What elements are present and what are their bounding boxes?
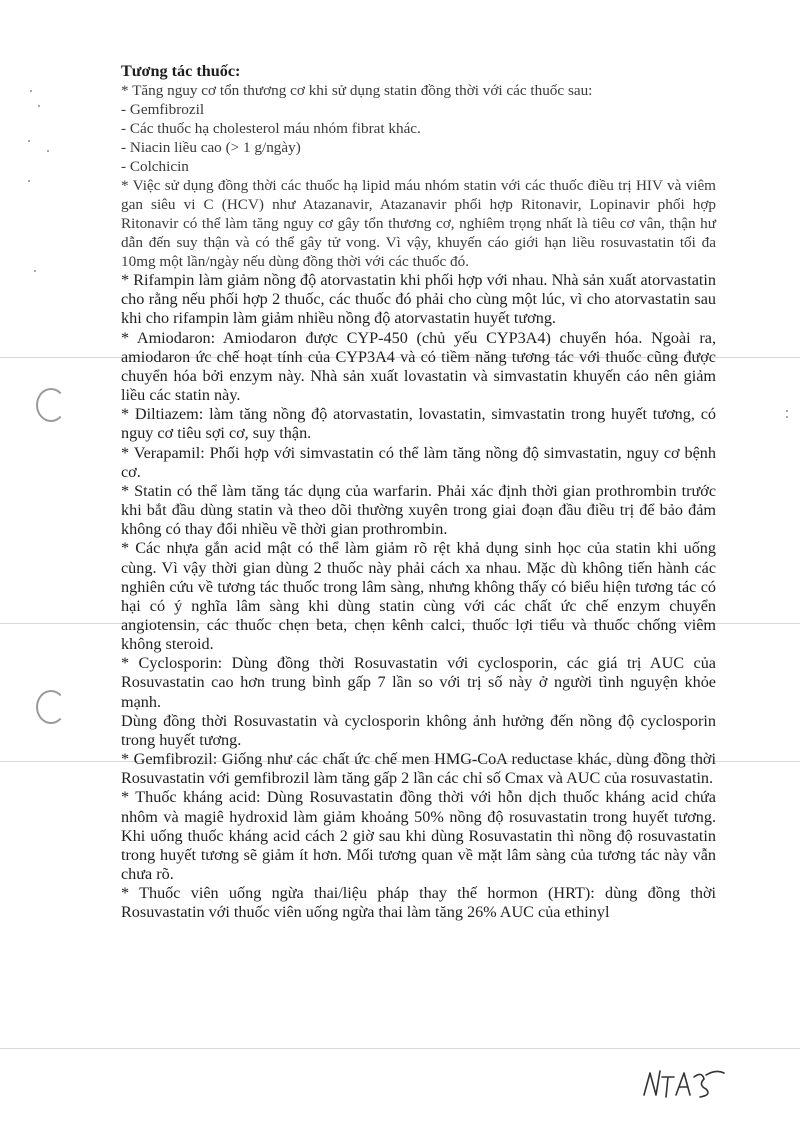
paragraph: * Việc sử dụng đồng thời các thuốc hạ lipid máu nhóm statin với các thuốc điều trị HIV và viêm gan siêu vi C (HCV) như Atazanavir, Atazanavir phối hợp Ritonavir, Lopinavir phối hợp Ritonavir có thể làm tăng nguy cơ gây tổn thương cơ, nghiêm trọng nhất là tiêu cơ vân, thận hư dẫn đến suy thận và có thể gây tử vong. Vì vậy, khuyến cáo giới hạn liều rosuvastatin tối đa 10mg một lần/ngày nếu dùng đồng thời với các thuốc đó. — [121, 177, 716, 271]
list-item: - Các thuốc hạ cholesterol máu nhóm fibrat khác. — [121, 120, 421, 138]
paragraph: * Tăng nguy cơ tổn thương cơ khi sử dụng statin đồng thời với các thuốc sau: — [121, 82, 593, 100]
paragraph: * Amiodaron: Amiodaron được CYP-450 (chủ yếu CYP3A4) chuyển hóa. Ngoài ra, amiodaron ức chế hoạt tính của CYP3A4 và có tiềm năng tương tác với thuốc cũng được chuyển hóa bởi enzym này. Nhà sản xuất lovastatin và simvastatin khuyến cáo nên giảm liều các statin này. — [121, 328, 716, 405]
scan-speck — [30, 90, 32, 92]
drug-interaction-list — [121, 81, 716, 271]
list-item: - Gemfibrozil — [121, 101, 205, 119]
scan-line — [0, 1048, 800, 1049]
paragraph: * Rifampin làm giảm nồng độ atorvastatin khi phối hợp với nhau. Nhà sản xuất atorvastatin cho rằng nếu phối hợp 2 thuốc, các thuốc đó phải cho cùng một lúc, vì cho atorvastatin sau khi cho rifampin làm giảm nhiều nồng độ atorvastatin huyết tương. — [121, 271, 716, 328]
paragraph: * Verapamil: Phối hợp với simvastatin có thể làm tăng nồng độ simvastatin, nguy cơ bệnh cơ. — [121, 443, 716, 481]
paragraph: Dùng đồng thời Rosuvastatin và cyclosporin không ảnh hưởng đến nồng độ cyclosporin trong huyết tương. — [121, 711, 716, 749]
paragraph: * Cyclosporin: Dùng đồng thời Rosuvastatin với cyclosporin, các giá trị AUC của Rosuvastatin cao hơn trung bình gấp 7 lần so với trị số này ở người tình nguyện khỏe mạnh. — [121, 654, 716, 711]
scan-speck — [47, 150, 49, 152]
section-title: Tương tác thuốc: — [121, 62, 241, 80]
scan-speck — [28, 140, 30, 142]
punch-hole — [36, 388, 66, 422]
scan-speck — [786, 410, 788, 412]
handwritten-signature — [640, 1065, 730, 1101]
list-item: - Niacin liều cao (> 1 g/ngày) — [121, 139, 301, 157]
scan-speck — [34, 270, 36, 272]
paragraph: * Diltiazem: làm tăng nồng độ atorvastatin, lovastatin, simvastatin trong huyết tương, có nguy cơ tiêu sợi cơ, suy thận. — [121, 405, 716, 443]
scan-speck — [28, 180, 30, 182]
document-body — [121, 62, 716, 922]
paragraph: * Thuốc viên uống ngừa thai/liệu pháp thay thế hormon (HRT): dùng đồng thời Rosuvastatin với thuốc viên uống ngừa thai làm tăng 26% AUC của ethinyl — [121, 884, 716, 922]
list-item: - Colchicin — [121, 158, 189, 176]
scan-speck — [786, 416, 788, 418]
scan-speck — [38, 105, 40, 107]
paragraph: * Gemfibrozil: Giống như các chất ức chế men HMG-CoA reductase khác, dùng đồng thời Rosuvastatin với gemfibrozil làm tăng gấp 2 lần các chỉ số Cmax và AUC của rosuvastatin. — [121, 750, 716, 788]
punch-hole — [36, 690, 66, 724]
paragraph: * Các nhựa gắn acid mật có thể làm giảm rõ rệt khả dụng sinh học của statin khi uống cùng. Vì vậy thời gian dùng 2 thuốc này phải cách xa nhau. Mặc dù không tiến hành các nghiên cứu về tương tác thuốc trong lâm sàng, nhưng không thấy có biểu hiện tương tác có hại có ý nghĩa lâm sàng khi dùng statin cùng với các chất ức chế enzym chuyển angiotensin, các thuốc chẹn beta, chẹn kênh calci, thuốc lợi tiểu và thuốc chống viêm không steroid. — [121, 539, 716, 654]
paragraph: * Statin có thể làm tăng tác dụng của warfarin. Phải xác định thời gian prothrombin trước khi bắt đầu dùng statin và theo dõi thường xuyên trong giai đoạn đầu điều trị để bảo đảm không có thay đổi nhiều về thời gian prothrombin. — [121, 481, 716, 539]
paragraph: * Thuốc kháng acid: Dùng Rosuvastatin đồng thời với hỗn dịch thuốc kháng acid chứa nhôm và magiê hydroxid làm giảm khoảng 50% nồng độ rosuvastatin trong huyết tương. Khi uống thuốc kháng acid cách 2 giờ sau khi dùng Rosuvastatin thì nồng độ rosuvastatin trong huyết tương sẽ giảm ít hơn. Mối tương quan về mặt lâm sàng của tương tác này vẫn chưa rõ. — [121, 788, 716, 883]
